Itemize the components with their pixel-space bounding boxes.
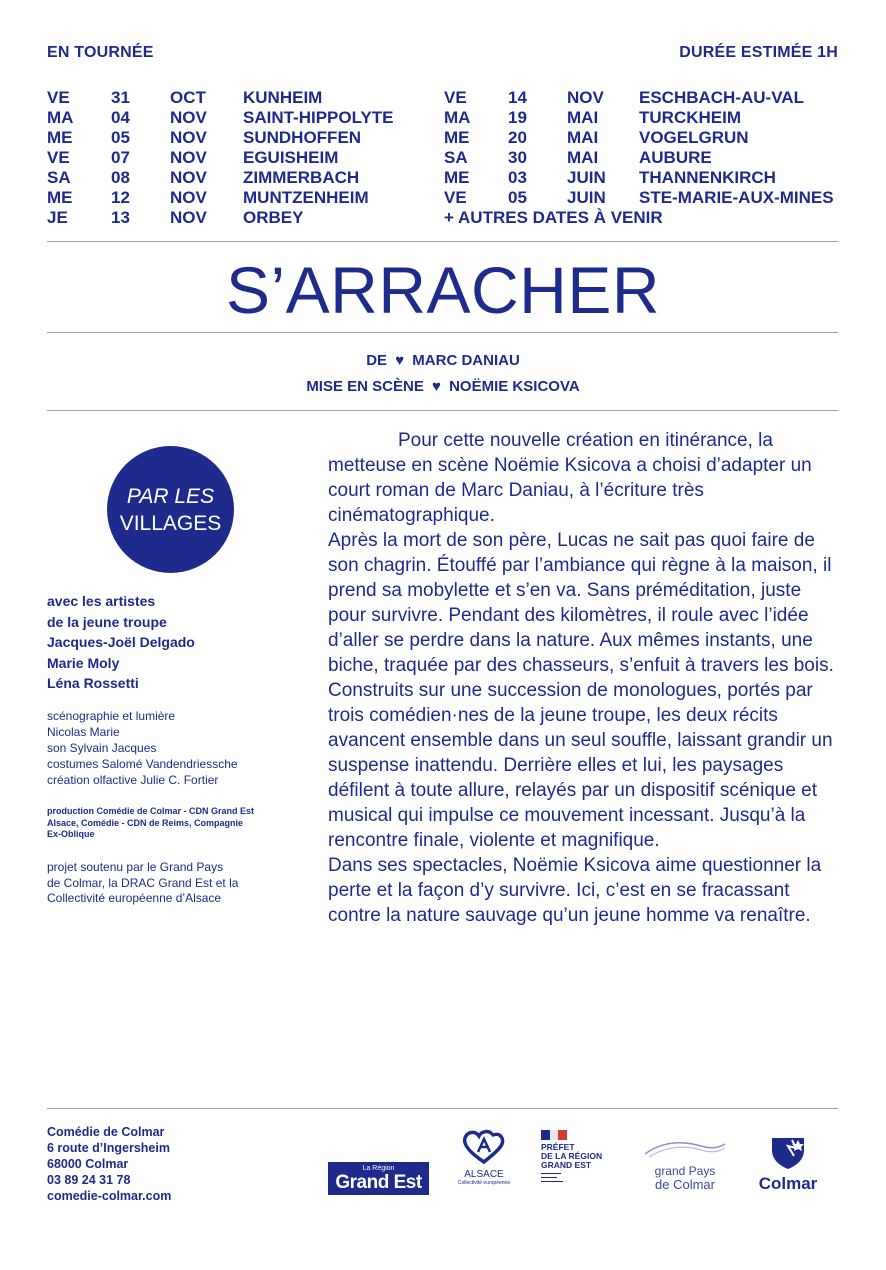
date-row — [444, 108, 844, 128]
date-place: VOGELGRUN — [639, 128, 749, 147]
date-month: NOV — [170, 108, 207, 127]
tech-credits — [47, 708, 307, 788]
author-credit — [0, 352, 886, 369]
date-month: NOV — [170, 128, 207, 147]
date-num: 20 — [508, 128, 527, 147]
heart-icon: ♥ — [432, 378, 441, 395]
date-num: 12 — [111, 188, 130, 207]
colmar-logo — [758, 1136, 818, 1193]
production-line: Ex-Oblique — [47, 829, 95, 839]
dates-right — [444, 88, 844, 228]
cast-line: avec les artistes — [47, 593, 156, 609]
date-row — [47, 168, 417, 188]
tricolor-flag-icon — [541, 1130, 567, 1140]
date-day: VE — [47, 88, 70, 107]
date-num: 04 — [111, 108, 130, 127]
director-prefix: MISE EN SCÈNE — [306, 378, 424, 395]
dates-left — [47, 88, 417, 228]
date-day: MA — [47, 108, 74, 127]
date-place: THANNENKIRCH — [639, 168, 776, 187]
date-place: MUNTZENHEIM — [243, 188, 369, 207]
logo-text: GRAND EST — [541, 1160, 592, 1170]
badge-line-1: PAR LES — [126, 484, 215, 508]
date-month: OCT — [170, 88, 206, 107]
cast-line: Marie Moly — [47, 654, 120, 671]
cast-line: de la jeune troupe — [47, 613, 167, 630]
heart-icon: ♥ — [395, 352, 405, 369]
author-name: MARC DANIAU — [412, 352, 520, 369]
logo-text: PRÉFET — [541, 1142, 575, 1152]
date-num: 14 — [508, 88, 527, 107]
duration-label: DURÉE ESTIMÉE 1H — [679, 44, 838, 61]
date-day: SA — [47, 168, 71, 187]
date-day: ME — [444, 168, 470, 187]
logo-text: ALSACE — [464, 1169, 504, 1180]
date-day: ME — [47, 128, 73, 147]
logo-text: Grand Est — [335, 1171, 422, 1193]
page-title: S’ARRACHER — [225, 253, 661, 327]
tech-line: création olfactive Julie C. Fortier — [47, 773, 219, 787]
cast-line: Jacques-Joël Delgado — [47, 634, 195, 650]
divider — [47, 1108, 838, 1109]
tech-line: Nicolas Marie — [47, 725, 120, 739]
date-month: JUIN — [567, 168, 606, 187]
date-place: ORBEY — [243, 208, 304, 227]
date-day: ME — [444, 128, 470, 147]
alsace-logo — [454, 1128, 514, 1186]
colmar-shield-icon — [768, 1136, 808, 1170]
date-place: ZIMMERBACH — [243, 168, 360, 187]
date-num: 13 — [111, 208, 130, 227]
date-day: MA — [444, 108, 471, 127]
date-num: 31 — [111, 88, 130, 107]
production-line: Alsace, Comédie - CDN de Reims, Compagnie — [47, 817, 244, 828]
venue-address — [47, 1124, 171, 1204]
divider — [47, 241, 838, 242]
director-credit — [0, 378, 886, 395]
date-month: MAI — [567, 128, 599, 147]
date-day: JE — [47, 208, 68, 227]
date-place: AUBURE — [639, 148, 712, 167]
date-place: SUNDHOFFEN — [243, 128, 362, 147]
address-line: Comédie de Colmar — [47, 1125, 165, 1139]
date-row — [444, 188, 844, 208]
logo-text: Colmar — [758, 1174, 818, 1193]
logo-text: de Colmar — [655, 1177, 715, 1192]
date-place: TURCKHEIM — [639, 108, 741, 127]
support-credits — [47, 860, 307, 907]
date-month: NOV — [567, 88, 604, 107]
date-day: VE — [444, 88, 467, 107]
date-month: MAI — [567, 108, 599, 127]
date-month: NOV — [170, 208, 207, 227]
grand-est-logo — [328, 1162, 429, 1195]
date-month: JUIN — [567, 188, 606, 207]
date-row — [444, 128, 844, 148]
date-row — [47, 88, 417, 108]
grand-pays-colmar-logo — [640, 1136, 730, 1192]
date-month: NOV — [170, 168, 207, 187]
synopsis-paragraph: Dans ses spectacles, Noëmie Ksicova aime questionner la perte et la façon d’y survivre. Ici, c’est en se fracassant contre la nature sauvage qu’un jeune homme va renaître. — [328, 855, 822, 926]
date-day: VE — [47, 148, 70, 167]
date-num: 08 — [111, 168, 130, 187]
badge-line-2: VILLAGES — [119, 511, 222, 535]
tech-line: scénographie et lumière — [47, 709, 176, 723]
logo-text: DE LA RÉGION — [541, 1151, 603, 1161]
waves-icon — [641, 1136, 729, 1160]
date-place: EGUISHEIM — [243, 148, 339, 167]
date-day: ME — [47, 188, 73, 207]
date-row — [47, 148, 417, 168]
production-line: production Comédie de Colmar - CDN Grand Est — [47, 806, 255, 816]
prefet-logo — [541, 1130, 621, 1182]
date-place: KUNHEIM — [243, 88, 323, 107]
tour-label: EN TOURNÉE — [47, 44, 154, 61]
date-month: MAI — [567, 148, 599, 167]
cast-line: Léna Rossetti — [47, 675, 139, 691]
divider — [47, 332, 838, 333]
support-line: de Colmar, la DRAC Grand Est et la — [47, 875, 239, 890]
synopsis — [328, 428, 840, 928]
date-place: SAINT-HIPPOLYTE — [243, 108, 394, 127]
date-day: SA — [444, 148, 468, 167]
date-row — [444, 88, 844, 108]
support-line: projet soutenu par le Grand Pays — [47, 860, 224, 874]
logo-text: grand Pays — [654, 1164, 716, 1178]
date-num: 30 — [508, 148, 527, 167]
tech-line: costumes Salomé Vandendriessche — [47, 757, 238, 771]
date-row — [444, 148, 844, 168]
villages-badge — [107, 446, 234, 573]
date-place: STE-MARIE-AUX-MINES — [639, 188, 834, 207]
date-row — [47, 208, 417, 228]
date-row — [47, 128, 417, 148]
date-num: 19 — [508, 108, 527, 127]
date-day: VE — [444, 188, 467, 207]
date-month: NOV — [170, 188, 207, 207]
divider — [47, 410, 838, 411]
support-line: Collectivité européenne d’Alsace — [47, 891, 222, 905]
cast-list — [47, 591, 307, 694]
phone-number: 03 89 24 31 78 — [47, 1173, 131, 1187]
synopsis-paragraph: Après la mort de son père, Lucas ne sait pas quoi faire de son chagrin. Étouffé par l’ambiance qui règne à la maison, il prend sa mobylette et s’en va. Sans préméditation, juste pour survivre. Pendant des kilomètres, il roule avec l’idée d’aller se perdre dans la nature. Aux mêmes instants, une biche, traquée par des chasseurs, s’enfuit à travers les bois. Construits sur une succession de monologues, portés par trois comédien·nes de la jeune troupe, les deux récits avancent ensemble dans un seul souffle, laissant grandir un suspense inattendu. Derrière elles et lui, les paysages défilent à toute allure, relayés par un dispositif scénique et musical qui impulse ce mouvement incessant. Jusqu’à la rencontre finale, violente et magnifique. — [328, 530, 834, 851]
alsace-heart-icon — [459, 1128, 509, 1166]
more-dates-text: + AUTRES DATES À VENIR — [444, 208, 663, 227]
address-line: 68000 Colmar — [47, 1157, 129, 1171]
date-place: ESCHBACH-AU-VAL — [639, 88, 804, 107]
date-row — [444, 168, 844, 188]
logo-text: Collectivité européenne — [457, 1180, 511, 1186]
synopsis-paragraph: Pour cette nouvelle création en itinérance, la metteuse en scène Noëmie Ksicova a choisi d’adapter un court roman de Marc Daniau, à l’écriture très cinématographique. — [328, 430, 812, 526]
author-prefix: DE — [366, 352, 388, 369]
address-line: 6 route d’Ingersheim — [47, 1141, 170, 1155]
date-row — [47, 188, 417, 208]
director-name: NOËMIE KSICOVA — [449, 378, 580, 395]
date-month: NOV — [170, 148, 207, 167]
date-row — [47, 108, 417, 128]
logo-text: La Région — [362, 1164, 395, 1172]
more-dates — [444, 208, 844, 228]
date-num: 03 — [508, 168, 527, 187]
production-credits — [47, 806, 307, 841]
date-num: 05 — [508, 188, 527, 207]
tech-line: son Sylvain Jacques — [47, 741, 157, 755]
date-num: 07 — [111, 148, 130, 167]
date-num: 05 — [111, 128, 130, 147]
website-link[interactable]: comedie-colmar.com — [47, 1189, 172, 1203]
